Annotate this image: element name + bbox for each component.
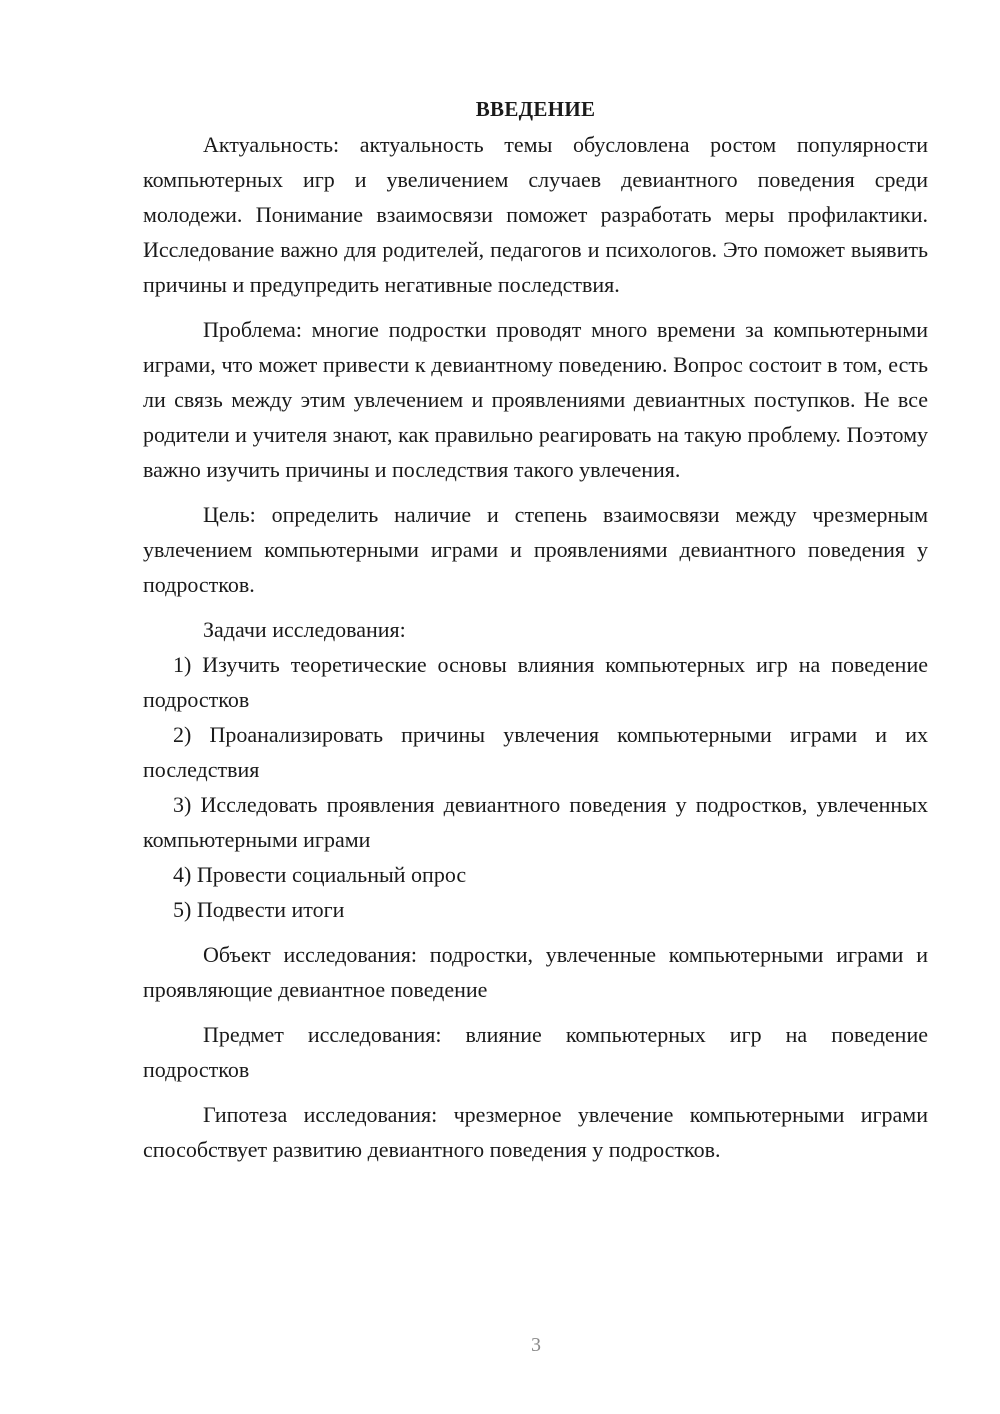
- relevance-paragraph: Актуальность: актуальность темы обусловлена ростом популярности компьютерных игр и увеличением случаев девиантного поведения среди молодежи. Понимание взаимосвязи поможет разработать меры профилактики. Исследование важно для родителей, педагогов и психологов. Это поможет выявить причины и предупредить негативные последствия.: [143, 132, 928, 297]
- hypothesis-paragraph: Гипотеза исследования: чрезмерное увлечение компьютерными играми способствует развитию девиантного поведения у подростков.: [143, 1102, 928, 1162]
- task-item-5: 5) Подвести итоги: [173, 897, 345, 922]
- problem-paragraph: Проблема: многие подростки проводят много времени за компьютерными играми, что может привести к девиантному поведению. Вопрос состоит в том, есть ли связь между этим увлечением и проявлениями девиантных поступков. Не все родители и учителя знают, как правильно реагировать на такую проблему. Поэтому важно изучить причины и последствия такого увлечения.: [143, 317, 928, 482]
- object-paragraph: Объект исследования: подростки, увлеченные компьютерными играми и проявляющие девиантное поведение: [143, 942, 928, 1002]
- task-item-4: 4) Провести социальный опрос: [173, 862, 467, 887]
- page-content: [143, 92, 928, 1167]
- page-number: 3: [531, 1334, 541, 1356]
- goal-paragraph: Цель: определить наличие и степень взаимосвязи между чрезмерным увлечением компьютерными играми и проявлениями девиантного поведения у подростков.: [143, 502, 928, 597]
- section-heading: ВВЕДЕНИЕ: [475, 97, 596, 121]
- tasks-title: Задачи исследования:: [203, 617, 406, 642]
- subject-paragraph: Предмет исследования: влияние компьютерных игр на поведение подростков: [143, 1022, 928, 1082]
- task-item-1: 1) Изучить теоретические основы влияния компьютерных игр на поведение подростков: [143, 652, 928, 712]
- task-item-2: 2) Проанализировать причины увлечения компьютерными играми и их последствия: [143, 722, 928, 782]
- task-item-3: 3) Исследовать проявления девиантного поведения у подростков, увлеченных компьютерными играми: [143, 792, 928, 852]
